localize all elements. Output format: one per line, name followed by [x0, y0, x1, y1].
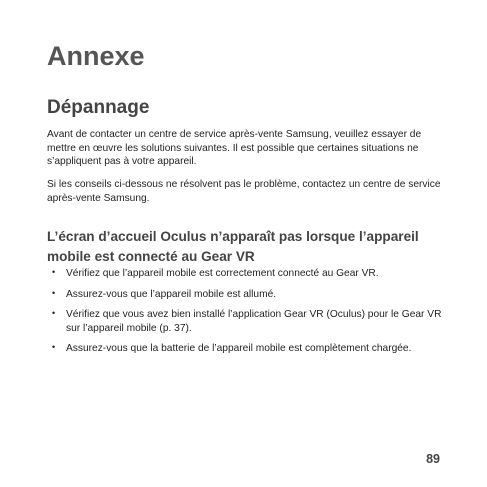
contact-paragraph: Si les conseils ci-dessous ne résolvent pas le problème, contactez un centre de service après-vente Samsung. [47, 179, 441, 204]
subsection-title: L’écran d’accueil Oculus n’apparaît pas lorsque l’appareil mobile est connecté au Gear VR [47, 229, 419, 264]
list-item: • Vérifiez que vous avez bien installé l’application Gear VR (Oculus) pour le Gear VR sur l’appareil mobile (p. 37). [52, 308, 452, 335]
list-item: • Assurez-vous que la batterie de l’appareil mobile est complètement chargée. [52, 342, 452, 356]
page-number: 89 [426, 452, 440, 466]
chapter-title: Annexe [47, 41, 145, 71]
section-title: Dépannage [47, 97, 150, 118]
intro-paragraph: Avant de contacter un centre de service après-vente Samsung, veuillez essayer de mettre en œuvre les solutions suivantes. Il est possible que certaines situations ne s’appliquent pas à votre appareil. [47, 129, 422, 167]
troubleshooting-list [52, 267, 452, 356]
list-item: • Assurez-vous que l’appareil mobile est allumé. [52, 288, 452, 302]
list-item: • Vérifiez que l’appareil mobile est correctement connecté au Gear VR. [52, 267, 452, 281]
